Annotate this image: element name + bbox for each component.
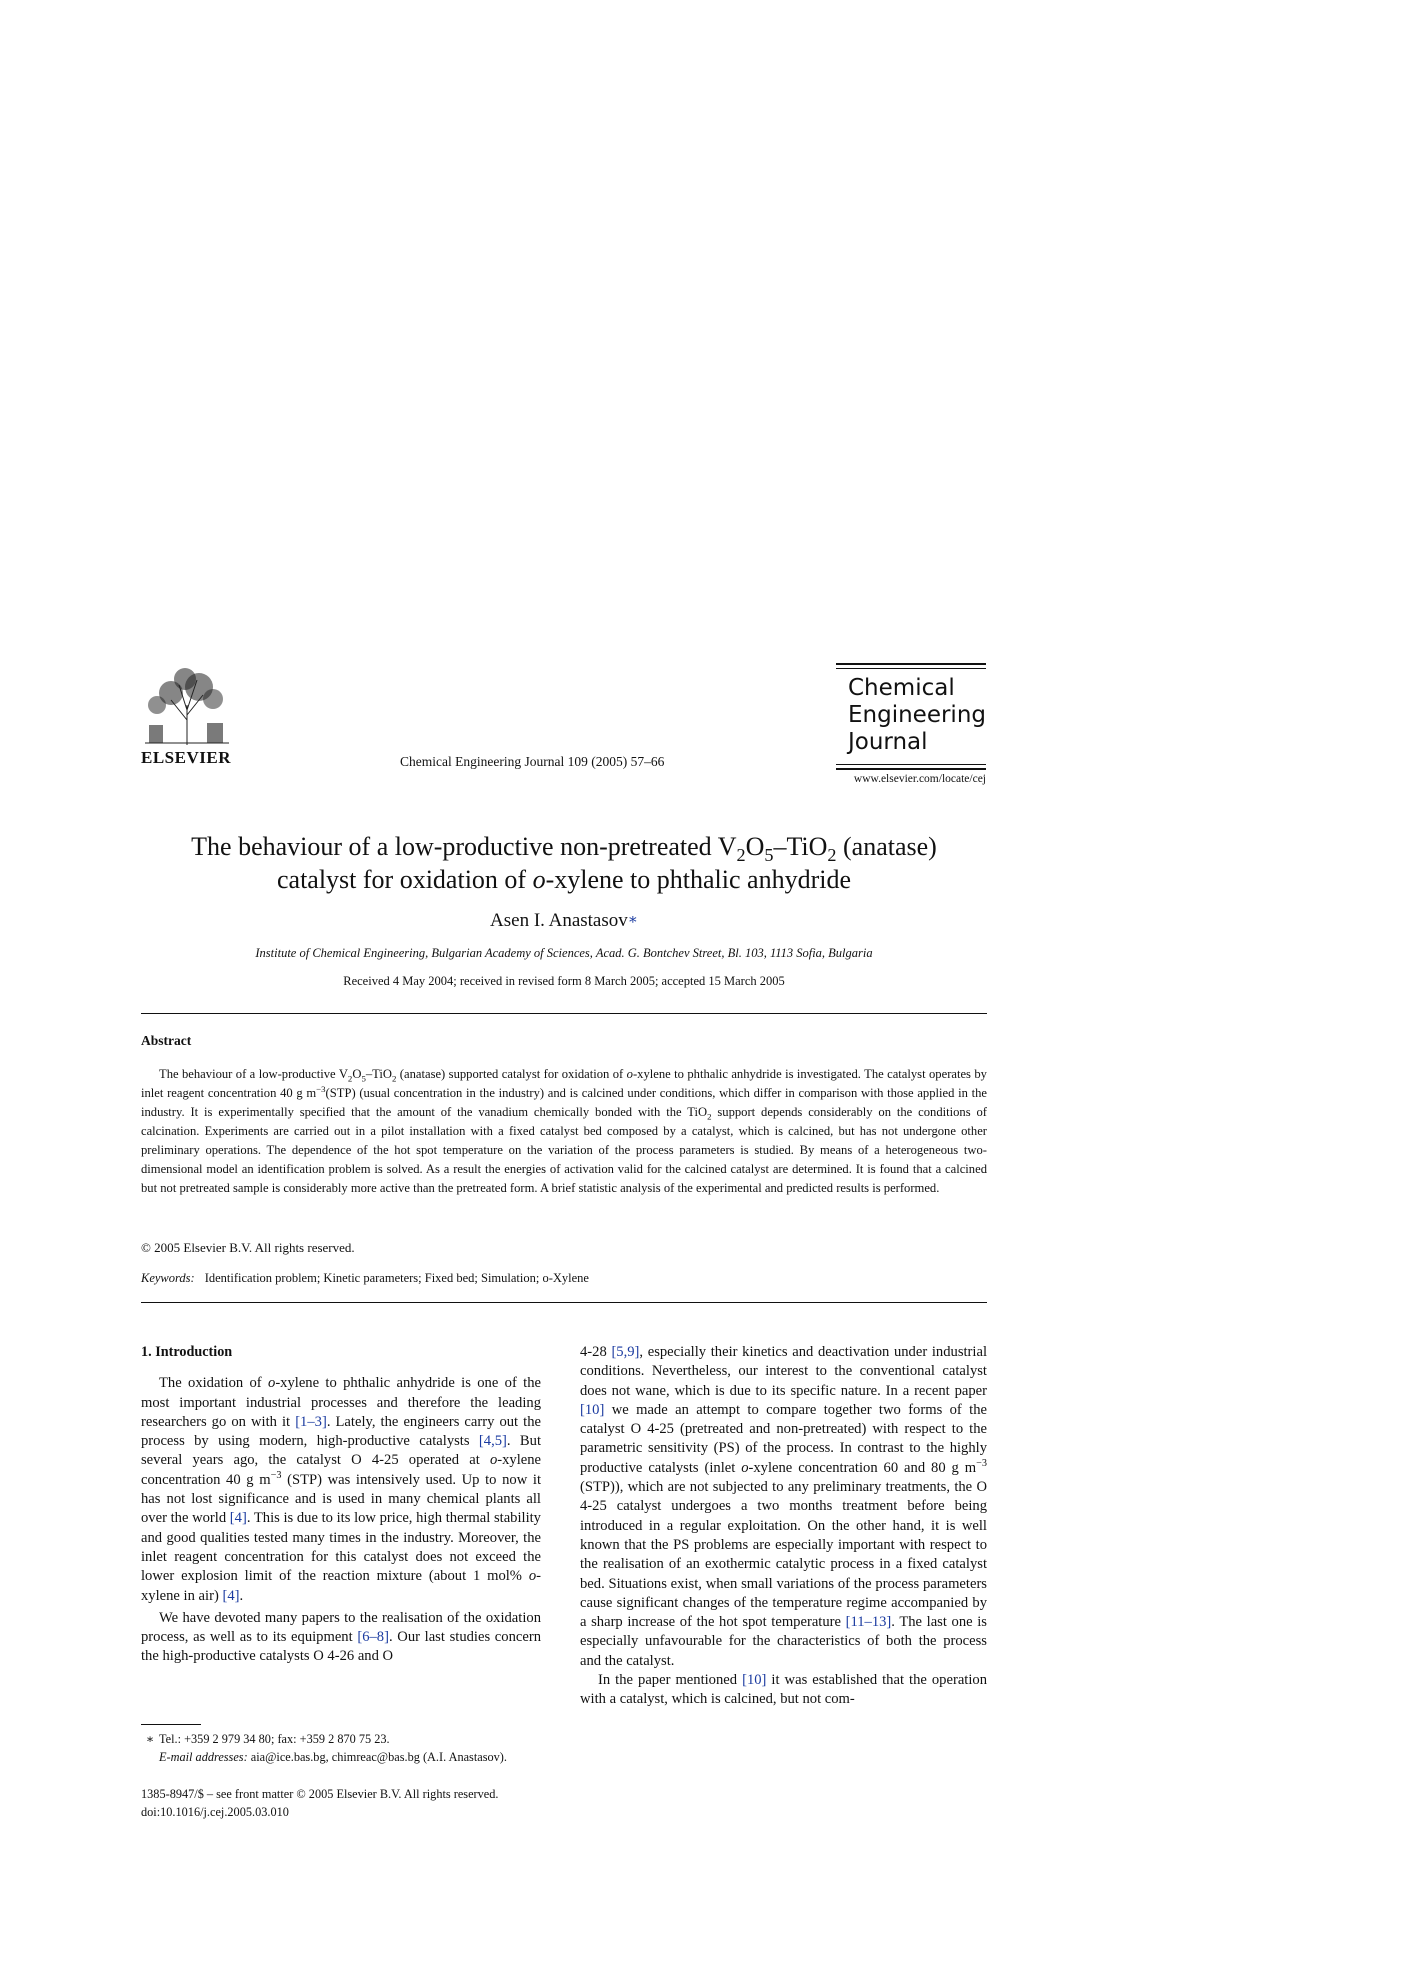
citation-link[interactable]: [6–8]: [357, 1629, 389, 1646]
doi-line[interactable]: doi:10.1016/j.cej.2005.03.010: [141, 1805, 289, 1819]
journal-logo-title: [836, 669, 986, 758]
article-title: [141, 830, 987, 896]
citation-link[interactable]: [10]: [742, 1672, 767, 1689]
logo-line: Engineering: [848, 702, 986, 728]
divider-bottom: [141, 1302, 987, 1303]
footnote-contact: [141, 1730, 561, 1748]
journal-logo: [836, 663, 986, 785]
column-right: [580, 1343, 987, 1713]
front-matter-meta: [141, 1785, 498, 1821]
author-line: [141, 910, 987, 932]
citation-link[interactable]: [11–13]: [845, 1614, 892, 1631]
journal-reference: Chemical Engineering Journal 109 (2005) 57–66: [400, 754, 665, 769]
issn-line: 1385-8947/$ – see front matter © 2005 Elsevier B.V. All rights reserved.: [141, 1787, 499, 1801]
publisher-name: ELSEVIER: [141, 748, 231, 767]
citation-link[interactable]: [1–3]: [295, 1413, 327, 1430]
footnote-email-addresses[interactable]: aia@ice.bas.bg, chimreac@bas.bg (A.I. Anastasov).: [250, 1750, 507, 1764]
article-dates: Received 4 May 2004; received in revised form 8 March 2005; accepted 15 March 2005: [343, 974, 785, 988]
citation-link[interactable]: [4,5]: [478, 1433, 507, 1450]
footnote-rule: [141, 1724, 201, 1725]
citation-link[interactable]: [10]: [580, 1401, 605, 1418]
footnote: [141, 1730, 561, 1766]
abstract-heading: Abstract: [141, 1033, 192, 1048]
section-heading-introduction: 1. Introduction: [141, 1344, 233, 1360]
footnote-email: E-mail addresses: aia@ice.bas.bg, chimreac@bas.bg (A.I. Anastasov).: [159, 1750, 507, 1764]
citation-link[interactable]: [4]: [222, 1587, 240, 1604]
keywords-list: Identification problem; Kinetic parameters; Fixed bed; Simulation; o-Xylene: [204, 1271, 589, 1285]
abstract-body: The behaviour of a low-productive $V_2O_5-TiO_2$ (anatase) supported catalyst for oxidation of o-xylene to phthalic anhydride is investigated. The catalyst operates by inlet reagent concentration 40 g $m^{-3}(STP)$ (usual concentration in the industry) and is calcined under conditions, which differ in comparison with those applied in the industry. It is experimentally specified that the amount of the vanadium chemically bonded with the TiO$_2$ support depends considerably on the conditions of calcination. Experiments are carried out in a pilot installation with a fixed catalyst bed composed by a catalyst, which is calcined, but has not undergone other preliminary operations. The dependence of the hot spot temperature on the variation of the process parameters is studied. By means of a heterogeneous two-dimensional model an identification problem is solved. As a result the energies of activation valid for the calcined catalyst are determined. It is found that a calcined but not pretreated sample is considerably more active than the pretreated form. A brief statistic analysis of the experimental and predicted results is performed.: [141, 1067, 987, 1195]
logo-line: Journal: [848, 729, 928, 755]
divider-top: [141, 1013, 987, 1014]
affiliation: Institute of Chemical Engineering, Bulgarian Academy of Sciences, Acad. G. Bontchev Street, Bl. 103, 1113 Sofia, Bulgaria: [255, 946, 873, 960]
title-line-1: The behaviour of a low-productive non-pretreated $V_2O_5-TiO_2$ (anatase): [191, 832, 937, 866]
author-name: Asen I. Anastasov: [490, 910, 628, 931]
logo-line: Chemical: [848, 675, 955, 701]
column-left: [141, 1343, 541, 1670]
paragraph: The oxidation of o-xylene to phthalic anhydride is one of the most important industrial processes and therefore the leading researchers go on with it [1–3]. Lately, the engineers carry out the process by using modern, high-productive catalysts [4,5]. But several years ago, the catalyst O 4-25 operated at o-xylene concentration 40 g $m^{-3}$ (STP) was intensively used. Up to now it has not lost significance and is used in many chemical plants all over the world [4]. This is due to its low price, high thermal stability and good qualities tested many times in the industry. Moreover, the inlet reagent concentration for this catalyst does not exceed the lower explosion limit of the reaction mixture (about 1 mol% o-xylene in air) [4].: [141, 1375, 542, 1604]
elsevier-tree-icon: [141, 665, 233, 747]
footnote-mark: ∗: [145, 1732, 155, 1746]
footnote-tel: Tel.: +359 2 979 34 80; fax: +359 2 870 75 23.: [159, 1732, 390, 1746]
paragraph: In the paper mentioned [10] it was established that the operation with a catalyst, which is calcined, but not com-: [580, 1672, 987, 1708]
journal-url[interactable]: www.elsevier.com/locate/cej: [853, 773, 986, 785]
keywords: [141, 1271, 589, 1286]
abstract-copyright: © 2005 Elsevier B.V. All rights reserved.: [141, 1240, 355, 1255]
author-footnote-mark[interactable]: ∗: [627, 912, 638, 928]
title-line-2: catalyst for oxidation of o-xylene to phthalic anhydride: [276, 865, 851, 894]
paragraph: We have devoted many papers to the realisation of the oxidation process, as well as to its equipment [6–8]. Our last studies concern the high-productive catalysts O 4-26 and O: [141, 1609, 541, 1665]
keywords-label: Keywords:: [141, 1271, 195, 1285]
paragraph: 4-28 [5,9], especially their kinetics and deactivation under industrial conditions. Nevertheless, our interest to the conventional catalyst does not wane, which is due to its specific nature. In a recent paper [10] we made an attempt to compare together two forms of the catalyst O 4-25 (pretreated and non-pretreated) with respect to the parametric sensitivity (PS) of the process. In contrast to the highly productive catalysts (inlet o-xylene concentration 60 and 80 g $m^{-3}$ (STP)), which are not subjected to any preliminary treatments, the O 4-25 catalyst undergoes a two months treatment before being introduced in a regular exploitation. On the other hand, it is well known that the PS problems are especially important with respect to the realisation of an exothermic catalytic process in a fixed catalyst bed. Situations exist, when small variations of the process parameters cause significant changes of the temperature regime accompanied by a sharp increase of the hot spot temperature [11–13]. The last one is especially unfavourable for the characteristics of both the process and the catalyst.: [580, 1344, 987, 1669]
citation-link[interactable]: [4]: [229, 1510, 247, 1527]
citation-link[interactable]: [5,9]: [611, 1344, 640, 1360]
